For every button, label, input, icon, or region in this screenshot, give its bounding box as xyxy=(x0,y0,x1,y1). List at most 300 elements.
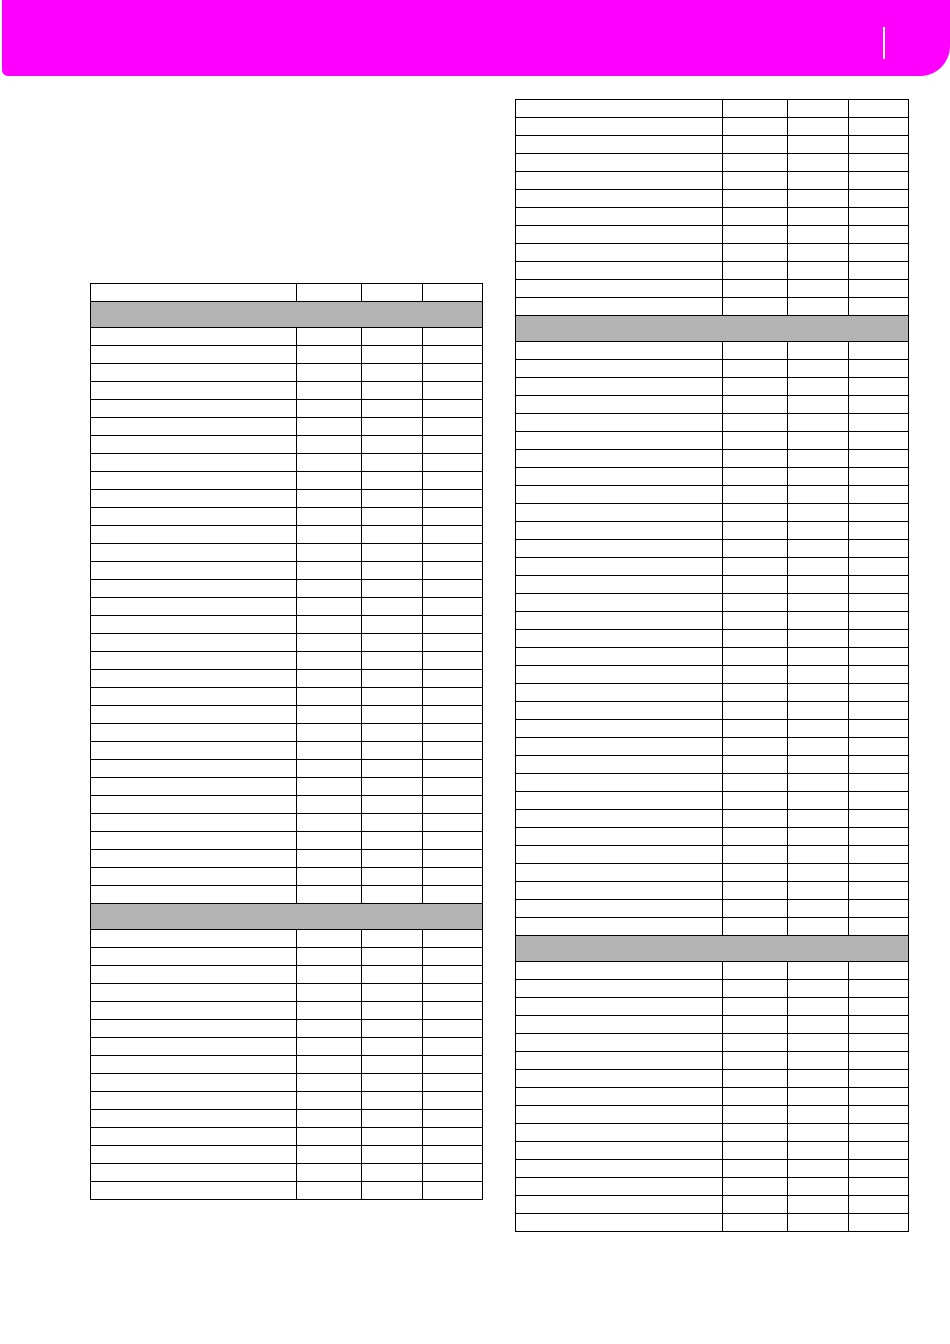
table-cell xyxy=(788,154,849,172)
table-cell xyxy=(423,418,483,436)
table-row xyxy=(91,436,483,454)
table-cell xyxy=(516,414,723,432)
table-cell xyxy=(849,1016,909,1034)
table-cell xyxy=(297,508,362,526)
table-cell xyxy=(516,864,723,882)
table-cell xyxy=(91,346,297,364)
table-cell xyxy=(362,778,423,796)
table-row xyxy=(516,962,909,980)
section-header-row xyxy=(91,904,483,930)
table-cell xyxy=(849,190,909,208)
table-cell xyxy=(849,540,909,558)
section-header-row xyxy=(516,936,909,962)
table-cell xyxy=(849,702,909,720)
table-cell xyxy=(423,616,483,634)
table-cell xyxy=(362,1038,423,1056)
table-cell xyxy=(723,774,788,792)
table-row xyxy=(516,1160,909,1178)
table-cell xyxy=(788,1106,849,1124)
table-cell xyxy=(723,450,788,468)
table-row xyxy=(516,298,909,316)
table-cell xyxy=(362,670,423,688)
table-cell xyxy=(788,226,849,244)
table-cell xyxy=(849,1088,909,1106)
table-cell xyxy=(516,1178,723,1196)
table-cell xyxy=(788,378,849,396)
table-row xyxy=(91,400,483,418)
table-cell xyxy=(362,580,423,598)
table-cell xyxy=(91,984,297,1002)
table-cell xyxy=(516,1160,723,1178)
table-row xyxy=(91,284,483,302)
table-cell xyxy=(849,450,909,468)
table-cell xyxy=(849,918,909,936)
table-cell xyxy=(423,1002,483,1020)
table-cell xyxy=(516,594,723,612)
table-cell xyxy=(516,486,723,504)
table-cell xyxy=(788,558,849,576)
table-cell xyxy=(423,652,483,670)
table-cell xyxy=(423,778,483,796)
table-cell xyxy=(91,598,297,616)
table-row xyxy=(516,846,909,864)
table-cell xyxy=(423,1164,483,1182)
table-cell xyxy=(788,1016,849,1034)
table-cell xyxy=(362,966,423,984)
table-row xyxy=(516,226,909,244)
table-row xyxy=(91,1056,483,1074)
table-cell xyxy=(849,738,909,756)
table-cell xyxy=(849,1124,909,1142)
table-cell xyxy=(91,436,297,454)
table-cell xyxy=(849,594,909,612)
table-cell xyxy=(788,648,849,666)
table-cell xyxy=(423,382,483,400)
table-row xyxy=(91,1038,483,1056)
table-row xyxy=(91,1002,483,1020)
table-cell xyxy=(516,684,723,702)
table-cell xyxy=(788,360,849,378)
table-cell xyxy=(723,666,788,684)
table-cell xyxy=(849,378,909,396)
table-cell xyxy=(849,172,909,190)
table-cell xyxy=(423,490,483,508)
table-cell xyxy=(516,792,723,810)
table-row xyxy=(91,526,483,544)
table-row xyxy=(516,630,909,648)
table-cell xyxy=(788,882,849,900)
table-cell xyxy=(849,1160,909,1178)
table-row xyxy=(516,540,909,558)
table-cell xyxy=(516,468,723,486)
table-row xyxy=(91,814,483,832)
table-cell xyxy=(91,284,297,302)
table-row xyxy=(516,864,909,882)
table-cell xyxy=(849,846,909,864)
section-header-row xyxy=(91,302,483,328)
table-cell xyxy=(788,810,849,828)
table-row xyxy=(516,1106,909,1124)
table-cell xyxy=(362,1074,423,1092)
table-row xyxy=(516,1214,909,1232)
table-row xyxy=(516,810,909,828)
table-cell xyxy=(723,918,788,936)
table-cell xyxy=(788,684,849,702)
table-row xyxy=(516,1052,909,1070)
table-cell xyxy=(849,962,909,980)
table-cell xyxy=(297,760,362,778)
table-cell xyxy=(297,634,362,652)
table-cell xyxy=(297,814,362,832)
table-cell xyxy=(297,1182,362,1200)
table-cell xyxy=(362,868,423,886)
table-cell xyxy=(516,720,723,738)
table-cell xyxy=(91,814,297,832)
table-row xyxy=(516,450,909,468)
table-cell xyxy=(516,576,723,594)
table-cell xyxy=(516,190,723,208)
table-row xyxy=(91,346,483,364)
table-cell xyxy=(423,1182,483,1200)
table-cell xyxy=(362,598,423,616)
table-cell xyxy=(297,1038,362,1056)
table-cell xyxy=(723,378,788,396)
table-cell xyxy=(423,1020,483,1038)
table-cell xyxy=(788,1052,849,1070)
table-cell xyxy=(723,846,788,864)
table-row xyxy=(91,1182,483,1200)
table-cell xyxy=(91,778,297,796)
table-cell xyxy=(362,490,423,508)
table-row xyxy=(516,432,909,450)
table-cell xyxy=(297,778,362,796)
table-row xyxy=(516,100,909,118)
table-cell xyxy=(362,526,423,544)
table-cell xyxy=(362,814,423,832)
table-cell xyxy=(297,526,362,544)
table-cell xyxy=(423,472,483,490)
table-row xyxy=(516,136,909,154)
table-cell xyxy=(362,688,423,706)
table-cell xyxy=(423,562,483,580)
table-cell xyxy=(362,832,423,850)
table-cell xyxy=(788,962,849,980)
table-cell xyxy=(723,576,788,594)
header-band xyxy=(2,0,950,76)
table-cell xyxy=(362,1020,423,1038)
table-cell xyxy=(723,630,788,648)
table-cell xyxy=(516,558,723,576)
table-cell xyxy=(516,882,723,900)
table-row xyxy=(91,948,483,966)
table-cell xyxy=(723,1034,788,1052)
table-row xyxy=(516,1070,909,1088)
table-cell xyxy=(91,382,297,400)
table-cell xyxy=(516,1016,723,1034)
table-row xyxy=(516,648,909,666)
table-cell xyxy=(788,846,849,864)
table-row xyxy=(91,1164,483,1182)
table-row xyxy=(516,1178,909,1196)
table-cell xyxy=(516,1088,723,1106)
table-cell xyxy=(849,1052,909,1070)
table-cell xyxy=(723,360,788,378)
table-cell xyxy=(423,454,483,472)
table-row xyxy=(91,328,483,346)
table-cell xyxy=(723,504,788,522)
table-cell xyxy=(849,864,909,882)
table-row xyxy=(516,1124,909,1142)
table-row xyxy=(516,576,909,594)
table-cell xyxy=(723,980,788,998)
section-header-cell xyxy=(91,904,483,930)
table-row xyxy=(516,360,909,378)
table-row xyxy=(516,558,909,576)
table-cell xyxy=(91,400,297,418)
table-cell xyxy=(849,280,909,298)
table-cell xyxy=(423,364,483,382)
table-cell xyxy=(516,846,723,864)
table-cell xyxy=(723,1196,788,1214)
table-cell xyxy=(362,930,423,948)
table-cell xyxy=(297,580,362,598)
table-cell xyxy=(91,742,297,760)
table-cell xyxy=(516,342,723,360)
table-cell xyxy=(362,364,423,382)
table-row xyxy=(516,1088,909,1106)
table-cell xyxy=(516,360,723,378)
table-row xyxy=(516,774,909,792)
table-cell xyxy=(723,396,788,414)
table-cell xyxy=(723,962,788,980)
table-cell xyxy=(91,1128,297,1146)
table-cell xyxy=(516,1196,723,1214)
table-cell xyxy=(788,576,849,594)
table-cell xyxy=(788,396,849,414)
table-cell xyxy=(516,172,723,190)
table-cell xyxy=(297,284,362,302)
table-cell xyxy=(91,930,297,948)
table-cell xyxy=(516,522,723,540)
table-cell xyxy=(723,738,788,756)
table-cell xyxy=(723,1124,788,1142)
table-cell xyxy=(723,612,788,630)
table-cell xyxy=(788,980,849,998)
table-cell xyxy=(423,796,483,814)
table-row xyxy=(516,342,909,360)
table-cell xyxy=(423,1074,483,1092)
table-row xyxy=(91,742,483,760)
table-cell xyxy=(849,1142,909,1160)
table-cell xyxy=(423,966,483,984)
table-row xyxy=(516,612,909,630)
table-cell xyxy=(362,850,423,868)
table-cell xyxy=(516,262,723,280)
table-cell xyxy=(423,868,483,886)
table-cell xyxy=(849,342,909,360)
table-cell xyxy=(91,562,297,580)
table-cell xyxy=(849,396,909,414)
table-row xyxy=(91,930,483,948)
table-cell xyxy=(723,522,788,540)
table-cell xyxy=(788,1088,849,1106)
table-row xyxy=(91,1092,483,1110)
table-cell xyxy=(423,706,483,724)
table-cell xyxy=(723,1088,788,1106)
table-row xyxy=(91,652,483,670)
table-cell xyxy=(297,984,362,1002)
table-cell xyxy=(723,720,788,738)
table-cell xyxy=(516,504,723,522)
table-cell xyxy=(788,208,849,226)
table-cell xyxy=(423,1146,483,1164)
table-cell xyxy=(849,684,909,702)
table-cell xyxy=(849,998,909,1016)
table-cell xyxy=(423,346,483,364)
table-cell xyxy=(788,1142,849,1160)
table-cell xyxy=(516,1124,723,1142)
table-cell xyxy=(297,832,362,850)
table-cell xyxy=(516,208,723,226)
table-cell xyxy=(788,666,849,684)
table-cell xyxy=(362,328,423,346)
table-cell xyxy=(297,886,362,904)
table-cell xyxy=(423,328,483,346)
table-row xyxy=(516,792,909,810)
table-cell xyxy=(849,360,909,378)
table-cell xyxy=(297,490,362,508)
table-cell xyxy=(516,612,723,630)
table-cell xyxy=(849,810,909,828)
table-cell xyxy=(362,418,423,436)
table-cell xyxy=(423,634,483,652)
table-cell xyxy=(788,774,849,792)
table-cell xyxy=(723,280,788,298)
right-table xyxy=(515,99,909,1232)
table-cell xyxy=(788,918,849,936)
table-cell xyxy=(423,832,483,850)
table-cell xyxy=(849,828,909,846)
table-cell xyxy=(723,792,788,810)
table-cell xyxy=(723,998,788,1016)
table-cell xyxy=(423,1038,483,1056)
table-cell xyxy=(788,486,849,504)
table-cell xyxy=(91,1182,297,1200)
table-cell xyxy=(788,1178,849,1196)
table-cell xyxy=(788,1196,849,1214)
table-cell xyxy=(297,346,362,364)
table-cell xyxy=(91,796,297,814)
table-cell xyxy=(423,688,483,706)
table-cell xyxy=(849,226,909,244)
table-cell xyxy=(297,850,362,868)
table-row xyxy=(516,118,909,136)
table-cell xyxy=(362,724,423,742)
table-row xyxy=(91,616,483,634)
table-row xyxy=(516,998,909,1016)
table-cell xyxy=(362,634,423,652)
table-cell xyxy=(723,756,788,774)
table-cell xyxy=(91,948,297,966)
table-cell xyxy=(788,298,849,316)
table-row xyxy=(91,490,483,508)
table-cell xyxy=(788,244,849,262)
table-cell xyxy=(423,508,483,526)
section-header-cell xyxy=(91,302,483,328)
table-cell xyxy=(516,810,723,828)
table-cell xyxy=(297,1020,362,1038)
table-cell xyxy=(788,900,849,918)
table-cell xyxy=(849,612,909,630)
table-cell xyxy=(849,244,909,262)
table-cell xyxy=(423,742,483,760)
table-row xyxy=(91,832,483,850)
table-cell xyxy=(362,616,423,634)
table-row xyxy=(91,706,483,724)
table-cell xyxy=(297,652,362,670)
table-cell xyxy=(91,418,297,436)
table-cell xyxy=(788,720,849,738)
table-row xyxy=(91,796,483,814)
table-cell xyxy=(723,1142,788,1160)
table-cell xyxy=(91,472,297,490)
table-cell xyxy=(849,900,909,918)
table-row xyxy=(91,984,483,1002)
table-cell xyxy=(362,1146,423,1164)
table-cell xyxy=(788,1160,849,1178)
table-cell xyxy=(849,118,909,136)
table-cell xyxy=(297,670,362,688)
table-cell xyxy=(297,1164,362,1182)
table-cell xyxy=(362,948,423,966)
table-cell xyxy=(362,454,423,472)
table-cell xyxy=(516,450,723,468)
table-cell xyxy=(91,634,297,652)
table-cell xyxy=(91,1110,297,1128)
table-cell xyxy=(91,850,297,868)
table-cell xyxy=(297,1128,362,1146)
table-cell xyxy=(849,774,909,792)
table-cell xyxy=(91,688,297,706)
table-cell xyxy=(423,984,483,1002)
table-cell xyxy=(849,468,909,486)
table-row xyxy=(516,1196,909,1214)
table-row xyxy=(91,418,483,436)
table-cell xyxy=(516,540,723,558)
table-row xyxy=(91,1020,483,1038)
table-cell xyxy=(516,828,723,846)
table-cell xyxy=(788,1070,849,1088)
table-cell xyxy=(849,1034,909,1052)
table-cell xyxy=(788,540,849,558)
table-cell xyxy=(91,454,297,472)
table-cell xyxy=(723,594,788,612)
table-cell xyxy=(516,432,723,450)
table-cell xyxy=(849,792,909,810)
table-cell xyxy=(849,1196,909,1214)
table-cell xyxy=(723,1178,788,1196)
table-cell xyxy=(788,468,849,486)
header-tick-mark xyxy=(883,27,885,59)
table-row xyxy=(516,756,909,774)
table-cell xyxy=(297,562,362,580)
table-cell xyxy=(297,382,362,400)
table-cell xyxy=(297,1056,362,1074)
table-cell xyxy=(849,298,909,316)
table-cell xyxy=(723,342,788,360)
table-row xyxy=(91,472,483,490)
table-row xyxy=(516,154,909,172)
